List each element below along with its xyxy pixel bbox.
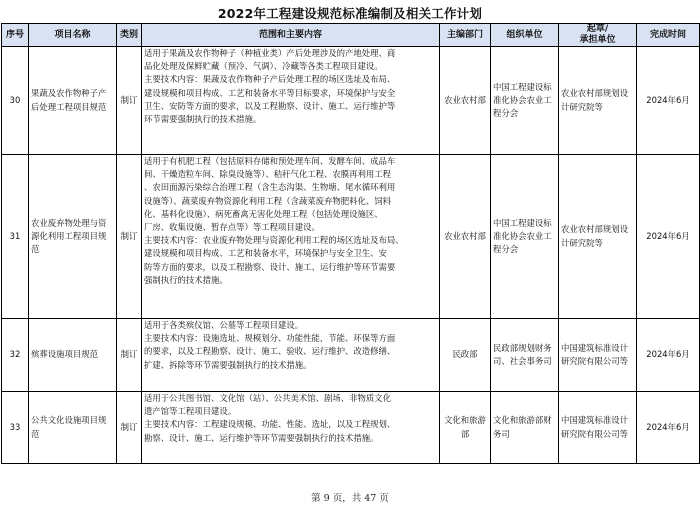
header-org: 组织单位 [491, 24, 559, 47]
table-row [2, 155, 700, 319]
scope-line: 主要技术内容：工程建设规模、功能、性能、选址，以及工程规划、 [144, 419, 396, 430]
row-name: 农业废弃物处理与资源化利用工程项目规范 [29, 155, 117, 319]
table-row [2, 392, 700, 464]
scope-line: 主要技术内容：果蔬及农作物种子产后处理工程的场区选址及布局、 [144, 74, 396, 85]
scope-line: 厂房、收集设施、暂存点等）等工程项目建设。 [144, 222, 320, 233]
row-name: 公共文化设施项目规范 [29, 392, 117, 464]
row-scope [142, 319, 440, 392]
row-drafter: 中国建筑标准设计研究院有限公司等 [559, 319, 637, 392]
row-drafter: 农业农村部规划设计研究院等 [559, 47, 637, 155]
scope-line: 间、干燥造粒车间、除臭设施等）、秸秆气化工程、农膜再利用工程 [144, 169, 392, 180]
row-org: 民政部规划财务司、社会事务司 [491, 319, 559, 392]
row-org: 文化和旅游部财务司 [491, 392, 559, 464]
scope-line: 卫生、安防等方面的要求，以及工程勘察、设计、施工、运行维护等 [144, 100, 396, 111]
header-name: 项目名称 [29, 24, 117, 47]
row-scope [142, 47, 440, 155]
plan-table [1, 23, 700, 464]
scope-line: 化、基料化设施）、病死畜禽无害化处理工程（包括处理设施区、 [144, 208, 383, 219]
row-name: 果蔬及农作物种子产后处理工程项目规范 [29, 47, 117, 155]
scope-line: 强制执行的技术措施。 [144, 274, 228, 285]
table-row [2, 47, 700, 155]
row-dept: 文化和旅游部 [440, 392, 491, 464]
row-date: 2024年6月 [637, 155, 700, 319]
scope-line: 设施等）、蔬菜废弃物资源化利用工程（含蔬菜废弃物肥料化、饲料 [144, 195, 392, 206]
row-category: 制订 [117, 392, 142, 464]
scope-line: 主要技术内容：设施选址、规模划分、功能性能，节能、环保等方面 [144, 333, 396, 344]
row-dept: 农业农村部 [440, 47, 491, 155]
header-drafter-line1: 起草/ [586, 24, 609, 34]
header-dept: 主编部门 [440, 24, 491, 47]
row-org: 中国工程建设标准化协会农业工程分会 [491, 155, 559, 319]
scope-line: 适用于果蔬及农作物种子（种植业类）产后处理涉及的产地处理、商 [144, 48, 396, 58]
scope-line: 扩建、拆除等环节需要强制执行的技术措施。 [144, 359, 312, 370]
row-no: 32 [2, 319, 29, 392]
table-header-row [2, 24, 700, 47]
scope-line: 、农田面源污染综合治理工程（含生态沟渠、生物塘、尾水循环利用 [144, 182, 396, 193]
row-org: 中国工程建设标准化协会农业工程分会 [491, 47, 559, 155]
row-name: 殡葬设施项目规范 [29, 319, 117, 392]
header-drafter [559, 24, 637, 47]
row-drafter: 中国建筑标准设计研究院有限公司等 [559, 392, 637, 464]
row-no: 30 [2, 47, 29, 155]
scope-line: 适用于各类殡仪馆、公墓等工程项目建设。 [144, 320, 304, 330]
scope-line: 品化处理及保鲜贮藏（预冷、气调）、冷藏等各类工程项目建设。 [144, 61, 383, 72]
scope-line: 建设规模和项目构成、工艺和装备水平等目标要求，环境保护与安全 [144, 87, 396, 98]
row-date: 2024年6月 [637, 392, 700, 464]
header-drafter-line2: 承担单位 [579, 35, 616, 45]
header-category: 类别 [117, 24, 142, 47]
scope-line: 勘察、设计、施工、运行维护等环节需要强制执行的技术措施。 [144, 432, 379, 443]
row-category: 制订 [117, 319, 142, 392]
row-drafter: 农业农村部规划设计研究院等 [559, 155, 637, 319]
page-footer: 第 9 页，共 47 页 [311, 493, 389, 504]
scope-line: 建设规模和项目构成、工艺和装备水平，环境保护与安全卫生、安 [144, 248, 387, 259]
row-no: 31 [2, 155, 29, 319]
header-no: 序号 [2, 24, 29, 47]
row-dept: 民政部 [440, 319, 491, 392]
row-dept: 农业农村部 [440, 155, 491, 319]
scope-line: 的要求，以及工程勘察、设计、施工、验收、运行维护、改造修缮、 [144, 346, 396, 357]
page-title: 2022年工程建设规范标准编制及相关工作计划 [217, 6, 483, 21]
row-no: 33 [2, 392, 29, 464]
row-scope [142, 155, 440, 319]
row-category: 制订 [117, 47, 142, 155]
table-row [2, 319, 700, 392]
row-category: 制订 [117, 155, 142, 319]
header-scope: 范围和主要内容 [142, 24, 440, 47]
header-date: 完成时间 [637, 24, 700, 47]
scope-line: 适用于有机肥工程（包括原料存储和预处理车间、发酵车间、成品车 [144, 156, 396, 166]
scope-line: 主要技术内容：农业废弃物处理与资源化利用工程的场区选址及布局、 [144, 235, 404, 246]
row-date: 2024年6月 [637, 47, 700, 155]
scope-line: 适用于公共图书馆、文化馆（站）、公共美术馆、剧场、非物质文化 [144, 393, 392, 403]
row-date: 2024年6月 [637, 319, 700, 392]
scope-line: 防等方面的要求，以及工程勘察、设计、施工、运行维护等环节需要 [144, 261, 396, 272]
scope-line: 环节需要强制执行的技术措施。 [144, 114, 262, 125]
row-scope [142, 392, 440, 464]
scope-line: 遗产馆等工程项目建设。 [144, 406, 237, 417]
